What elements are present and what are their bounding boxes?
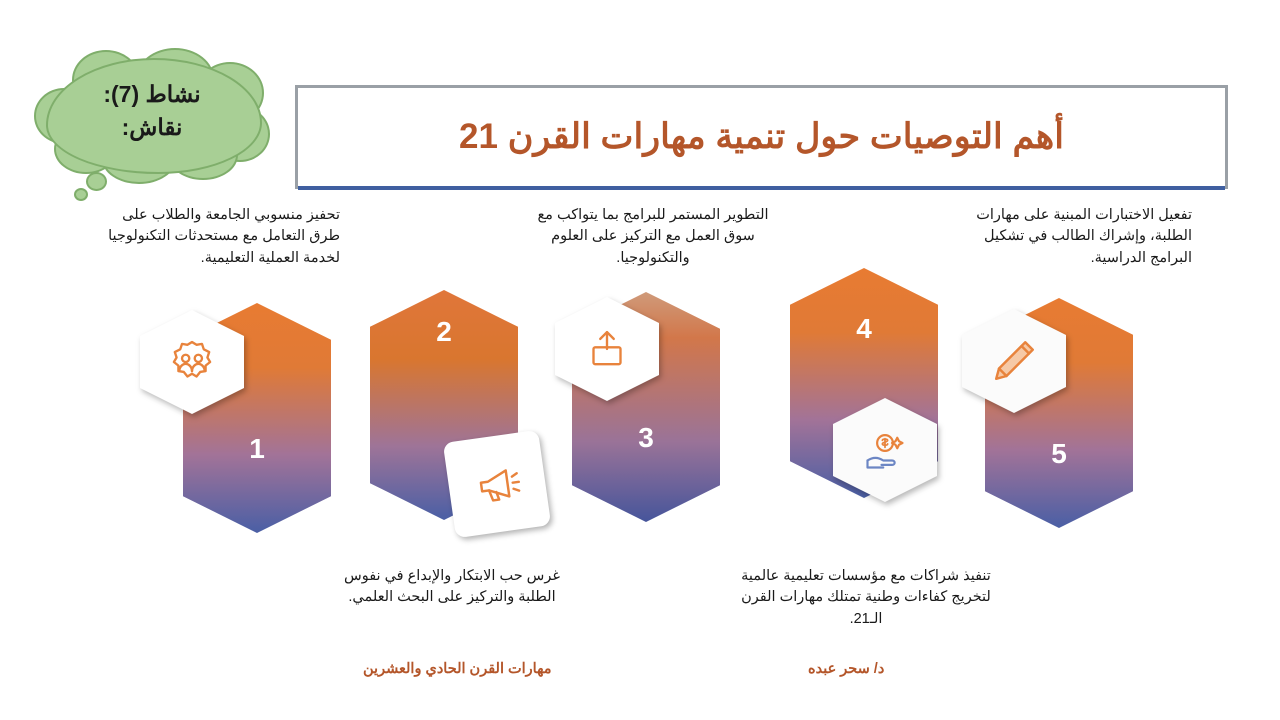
pencil-icon [962, 309, 1066, 413]
cloud-text [50, 78, 254, 143]
footer-author: د/ سحر عبده [808, 661, 885, 677]
upload-box-icon [555, 297, 659, 401]
cloud-bubble-small [74, 188, 88, 201]
page-title: أهم التوصيات حول تنمية مهارات القرن 21 [459, 117, 1064, 156]
hex-number-4: 4 [856, 313, 872, 344]
cloud-bubble-large [86, 172, 107, 191]
hex-number-5: 5 [1051, 438, 1067, 469]
cloud-text-line1: نشاط (7): [103, 81, 201, 107]
cloud-text-line2: نقاش: [121, 113, 183, 140]
footer-topic: مهارات القرن الحادي والعشرين [363, 661, 552, 677]
hand-coin-icon [833, 398, 937, 502]
caption-item-2: غرس حب الابتكار والإبداع في نفوس الطلبة والتركيز على البحث العلمي. [344, 568, 560, 606]
megaphone-icon [443, 430, 551, 538]
activity-thought-cloud [28, 48, 276, 198]
hex-number-3: 3 [638, 422, 654, 453]
hex-number-1: 1 [249, 433, 265, 464]
caption-item-3: التطوير المستمر للبرامج بما يتواكب مع سوق العمل مع التركيز على العلوم والتكنولوجيا. [537, 207, 769, 266]
hex-number-2: 2 [436, 316, 452, 347]
slide-title-box [295, 85, 1228, 189]
caption-item-5: تفعيل الاختبارات المبنية على مهارات الطلبة، وإشراك الطالب في تشكيل البرامج الدراسية. [976, 207, 1192, 266]
gear-people-icon [140, 310, 244, 414]
caption-item-1: تحفيز منسوبي الجامعة والطلاب على طرق التعامل مع مستحدثات التكنولوجيا لخدمة العملية التعليمية. [108, 207, 340, 266]
caption-item-4: تنفيذ شراكات مع مؤسسات تعليمية عالمية لتخريج كفاءات وطنية تمتلك مهارات القرن الـ21. [741, 568, 991, 627]
